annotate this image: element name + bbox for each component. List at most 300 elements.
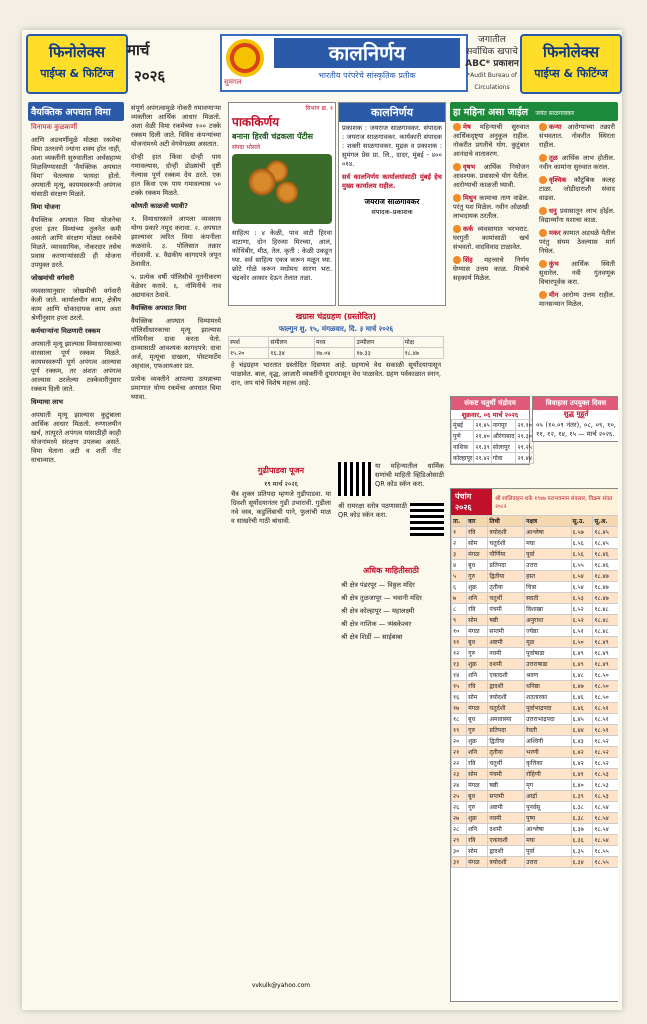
table-cell: २७ xyxy=(452,813,467,824)
table-cell: तृतीया xyxy=(488,747,525,758)
table-row xyxy=(452,670,619,681)
table-cell: पंचमी xyxy=(488,769,525,780)
table-cell: मघा xyxy=(525,835,571,846)
table-cell: उत्तराभाद्रपदा xyxy=(525,714,571,725)
table-cell: २० xyxy=(452,736,467,747)
qr-text-1: या महिन्यातील धार्मिक सणांची माहिती व्हिडिओसाठी QR कोड स्कॅन करा. xyxy=(375,462,444,488)
table-row xyxy=(452,604,619,615)
panchang-title-block xyxy=(451,489,492,515)
table-cell: १३ xyxy=(452,659,467,670)
col2-para-3: १. विमाधारकाने आपला व्यवसाय योग्य प्रकारे नमूद करावा. २. अपघात झाल्यावर त्वरित विमा कंपनीला कळवावे. ३. पोलिसात तक्रार नोंदवावी. ४. वैद्यकीय कागदपत्रे जपून ठेवावीत. xyxy=(131,215,221,268)
table-cell: आश्लेषा xyxy=(525,824,571,835)
table-row xyxy=(452,549,619,560)
zodiac-text: आरोग्य उत्तम राहील. मानसन्मान मिळेल. xyxy=(539,291,615,308)
table-cell: पौर्णिमा xyxy=(488,549,525,560)
table-cell: ६.४२ xyxy=(571,758,593,769)
zodiac-text: आरोग्याच्या तक्रारी संभवतात. नोकरीत स्थिरता राहील. xyxy=(539,123,615,149)
table-cell: पुणे xyxy=(452,431,474,442)
recipe-eclipse-column xyxy=(228,102,446,1002)
article-para-4: अपघाती मृत्यू झाल्यास विमाधारकाच्या वारसाला पूर्ण रक्कम मिळते. कायमस्वरूपी पूर्ण अपंगत्व आल्यास पूर्ण रक्कम, तर अंशतः अपंगत्व आल्यास ठरलेल्या टक्केवारीनुसार रक्कम दिली जाते. xyxy=(31,340,121,393)
table-cell: ६.४३ xyxy=(571,736,593,747)
table-row xyxy=(452,571,619,582)
right-badge-brand: फिनोलेक्स xyxy=(542,43,600,61)
table-cell: ६.४६ xyxy=(571,692,593,703)
zodiac-text: व्यवसायात भरभराट. घरगुती कामांसाठी खर्च संभवतो. वादविवाद टाळावेत. xyxy=(453,225,529,251)
table-cell: २५ xyxy=(452,791,467,802)
table-cell: १८.५० xyxy=(593,692,618,703)
table-cell: मंगळ xyxy=(467,626,488,637)
col2-heading-2: वैयक्तिक अपघात विमा xyxy=(131,304,187,312)
table-cell: त्रयोदशी xyxy=(488,527,525,538)
zodiac-sign-icon xyxy=(453,194,461,202)
table-cell: २१.४४ xyxy=(516,453,533,464)
article-column-1 xyxy=(28,102,124,1002)
table-row xyxy=(452,780,619,791)
col2-heading-1: कोणती काळजी घ्यावी? xyxy=(131,202,188,210)
table-header-cell: नक्षत्र xyxy=(525,516,571,527)
table-cell: प्रतिपदा xyxy=(488,560,525,571)
table-cell: स्वाती xyxy=(525,593,571,604)
right-badge-sub: पाईप्स & फिटिंग्ज xyxy=(534,67,608,80)
eclipse-head-4: उन्मीलन xyxy=(355,337,403,348)
horoscope-list xyxy=(450,121,618,389)
table-cell: पंचमी xyxy=(488,604,525,615)
table-cell: २२ xyxy=(452,758,467,769)
table-cell: १८.४९ xyxy=(593,659,618,670)
table-cell: आश्लेषा xyxy=(525,527,571,538)
left-brand-badge xyxy=(26,34,128,94)
table-cell: षष्ठी xyxy=(488,615,525,626)
table-cell: रवि xyxy=(467,835,488,846)
zodiac-text: महिन्याची सुरुवात आर्थिकदृष्ट्या अनुकूल राहील. नोकरीत प्रगतीचे योग. कुटुंबात आनंदाचे वातावरण. xyxy=(453,123,529,158)
table-cell: द्वितीया xyxy=(488,736,525,747)
table-cell: चतुर्थी xyxy=(488,593,525,604)
left-badge-brand: फिनोलेक्स xyxy=(48,43,106,61)
zodiac-name: कर्क xyxy=(463,225,474,233)
zodiac-sign-icon xyxy=(539,229,547,237)
table-cell: ६.४५ xyxy=(571,714,593,725)
table-cell: १८.५२ xyxy=(593,758,618,769)
author-email: vvkulk@yahoo.com xyxy=(251,982,311,989)
table-cell: बुध xyxy=(467,637,488,648)
table-row xyxy=(452,593,619,604)
horoscope-item xyxy=(450,161,532,192)
gudi-title: गुढीपाडवा पूजन xyxy=(257,466,305,475)
table-cell: सोम xyxy=(467,846,488,857)
table-cell: गुरु xyxy=(467,571,488,582)
pilgrim-item: श्री क्षेत्र शिर्डी — साईबाबा xyxy=(341,633,403,641)
circulation-note xyxy=(462,34,522,94)
zodiac-text: आर्थिक नियोजन आवश्यक. प्रवासाचे योग येतील. आरोग्याची काळजी घ्यावी. xyxy=(453,163,529,189)
panchang-note: श्री शालिवाहन शके १९४७ पराभवनाम संवत्सर, विक्रम संवत २०८२ xyxy=(495,496,613,510)
table-cell: १८.५० xyxy=(593,670,618,681)
recipe-section: विभाग क्र. १ xyxy=(305,105,333,112)
table-cell: १७ xyxy=(452,703,467,714)
table-row xyxy=(452,802,619,813)
table-header-cell: तिथी xyxy=(488,516,525,527)
horoscope-item xyxy=(536,258,618,289)
table-cell: १४ xyxy=(452,670,467,681)
editor-name: जयराज साळगावकर xyxy=(364,197,420,206)
article-para-5: अपघाती मृत्यू झाल्यास कुटुंबाला आर्थिक आधार मिळतो. रुग्णालयीन खर्च, तात्पुरते अपंगत्व यांसाठीही काही योजनांमध्ये संरक्षण उपलब्ध असते. विमा घेताना अटी व शर्ती नीट वाचाव्यात. xyxy=(31,411,121,464)
table-cell: अष्टमी xyxy=(488,802,525,813)
table-cell: धनिष्ठा xyxy=(525,681,571,692)
table-cell: मंगळ xyxy=(467,549,488,560)
table-cell: तृतीया xyxy=(488,582,525,593)
table-cell: ३ xyxy=(452,549,467,560)
table-row xyxy=(452,791,619,802)
publisher-box xyxy=(338,102,446,306)
table-cell: चतुर्थी xyxy=(488,758,525,769)
qr-code-icon[interactable] xyxy=(410,502,444,536)
article-heading-4: कर्मचाऱ्यांना मिळणारी रक्कम xyxy=(31,327,101,335)
table-row xyxy=(452,431,534,442)
pilgrim-title: अधिक माहितीसाठी xyxy=(362,566,420,575)
panchang-year: २०२६ xyxy=(455,503,472,512)
table-cell: १८.५५ xyxy=(593,846,618,857)
table-cell: सोम xyxy=(467,692,488,703)
table-cell: १८.५१ xyxy=(593,714,618,725)
table-cell: अश्विनी xyxy=(525,736,571,747)
panchang-table xyxy=(451,515,618,868)
table-cell: २१.१० xyxy=(516,420,533,431)
horoscope-author: जयंत साळगावकर xyxy=(535,110,575,117)
table-cell: १८.४६ xyxy=(593,549,618,560)
table-cell: रवि xyxy=(467,758,488,769)
table-cell: ६.४४ xyxy=(571,725,593,736)
table-cell: मंगळ xyxy=(467,703,488,714)
zodiac-name: कुंभ xyxy=(549,260,559,268)
horoscope-item xyxy=(536,227,618,258)
table-cell: पूर्वाषाढा xyxy=(525,648,571,659)
table-cell: १८.४८ xyxy=(593,604,618,615)
table-row xyxy=(452,692,619,703)
table-cell: २१ xyxy=(452,747,467,758)
table-cell: १६ xyxy=(452,692,467,703)
logo-tagline: भारतीय परंपरेचे सांस्कृतिक प्रतीक xyxy=(318,71,416,80)
qr-code-icon[interactable] xyxy=(338,462,372,496)
horoscope-title-text: हा महिना असा जाईल xyxy=(453,107,529,118)
page-header xyxy=(22,30,622,94)
calendar-page xyxy=(22,30,622,1010)
table-cell: ६.३६ xyxy=(571,835,593,846)
col2-para-6: प्रत्येक व्यक्तीने आपल्या उत्पन्नाच्या प्रमाणात योग्य रकमेचा अपघात विमा घ्यावा. xyxy=(131,375,221,401)
table-cell: ६.३८ xyxy=(571,813,593,824)
table-cell: कोल्हापूर xyxy=(452,453,474,464)
table-cell: शनि xyxy=(467,593,488,604)
table-cell: ६.४० xyxy=(571,780,593,791)
publisher-note: सर्व कालनिर्णय कार्यालयांसाठी मुंबई हेच मुख्य कार्यालय राहील. xyxy=(342,173,442,190)
table-cell: १८.४७ xyxy=(593,582,618,593)
article-heading-5: विम्याचा लाभ xyxy=(31,398,64,406)
zodiac-sign-icon xyxy=(539,176,547,184)
recipe-text: साहित्य : ४ केळी, पाव वाटी हिरवा वाटाणा, दोन हिरव्या मिरच्या, आलं, कोथिंबीर, मीठ, तेल. कृती : केळी उकडून घ्या. सर्व साहित्य एकत्र करून मळून घ्या. छोटे गोळे करून मधोमध सारण भरा. चंद्रकोर आकार देऊन तेलात तळा. xyxy=(232,229,332,282)
recipe-box xyxy=(228,102,336,306)
zodiac-sign-icon xyxy=(539,260,547,268)
table-cell: नाशिक xyxy=(452,442,474,453)
article-column-2 xyxy=(128,102,224,1002)
zodiac-sign-icon xyxy=(453,123,461,131)
table-cell: शुक्र xyxy=(467,736,488,747)
table-row xyxy=(452,615,619,626)
eclipse-head-2: संमीलन xyxy=(269,337,315,348)
table-row xyxy=(452,442,534,453)
sankashti-date: शुक्रवार, ०६ मार्च २०२६ xyxy=(461,411,519,419)
zodiac-text: कामाचा ताण वाढेल. परंतु यश मिळेल. नवीन ओळखी लाभदायक ठरतील. xyxy=(453,194,529,220)
pilgrim-item: श्री क्षेत्र कोल्हापूर — महालक्ष्मी xyxy=(341,607,415,615)
table-cell: १८.४८ xyxy=(593,626,618,637)
table-cell: २१.२५ xyxy=(516,442,533,453)
table-cell: चतुर्दशी xyxy=(488,538,525,549)
table-row xyxy=(452,736,619,747)
table-cell: १८.५४ xyxy=(593,802,618,813)
table-cell: ६.५० xyxy=(571,637,593,648)
table-row xyxy=(452,846,619,857)
table-cell: बुध xyxy=(467,714,488,725)
table-cell: सप्तमी xyxy=(488,791,525,802)
table-cell: ६.५३ xyxy=(571,593,593,604)
table-cell: आर्द्रा xyxy=(525,791,571,802)
table-cell: १८ xyxy=(452,714,467,725)
table-cell: २३ xyxy=(452,769,467,780)
table-cell: गोवा xyxy=(491,453,516,464)
col2-para-1: संपूर्ण अपंगत्वामुळे नोकरी गमावणाऱ्या व्यक्तीला आर्थिक आधार मिळतो. अशा वेळी विमा रकमेच्या १०० टक्के रक्कम दिली जाते. विविध कंपन्यांच्या योजनांमध्ये अटी वेगवेगळ्या असतात. xyxy=(131,104,221,148)
table-cell: ६.४१ xyxy=(571,769,593,780)
table-cell: हस्त xyxy=(525,571,571,582)
table-cell: १८.५५ xyxy=(593,857,618,868)
vivah-text: ०५ (१०.०९ नंतर), ०८, ०९, १०, ११, १२, १४, १५ — मार्च २०२६. xyxy=(536,421,616,438)
table-cell: २८ xyxy=(452,824,467,835)
zodiac-sign-icon xyxy=(539,291,547,299)
table-cell: प्रतिपदा xyxy=(488,725,525,736)
table-cell: विशाखा xyxy=(525,604,571,615)
table-cell: पूर्वाभाद्रपदा xyxy=(525,703,571,714)
right-brand-badge xyxy=(520,34,622,94)
horoscope-item xyxy=(536,289,618,311)
sankashti-box xyxy=(450,396,530,465)
table-cell: १० xyxy=(452,626,467,637)
publisher-text: प्रकाशक : जयराज साळगावकर. संपादक : जयराज साळगावकर. कार्यकारी संपादक : शक्ती साळगावकर. मुद्रक व प्रकाशक : सुमंगल प्रेस प्रा. लि., दादर, मुंबई - ४०० ०१४. xyxy=(342,124,442,168)
table-cell: द्वादशी xyxy=(488,681,525,692)
table-cell: पुनर्वसू xyxy=(525,802,571,813)
table-row xyxy=(452,835,619,846)
content-columns xyxy=(28,102,618,1002)
zodiac-text: आर्थिक स्थिती सुधारेल. नवी गुंतवणूक विचारपूर्वक करा. xyxy=(539,260,615,286)
table-cell: १ xyxy=(452,527,467,538)
table-cell: शनि xyxy=(467,670,488,681)
table-cell: उत्तराषाढा xyxy=(525,659,571,670)
zodiac-name: सिंह xyxy=(463,256,473,264)
table-header-cell: वार xyxy=(467,516,488,527)
vivah-title: विवाहास उपयुक्त दिवस xyxy=(533,397,618,410)
eclipse-text: हे चंद्रग्रहण भारतात ग्रस्तोदित दिसणार आहे. ग्रहणाचे वेध सकाळी सूर्योदयापासून पाळावेत. बाल, वृद्ध, आजारी व्यक्तींनी दुपारपासून वेध पाळावेत. ग्रहण पर्वकाळात स्नान, दान, जप यांचे विशेष महत्त्व आहे. xyxy=(231,361,441,387)
horoscope-item xyxy=(536,174,618,205)
table-cell: ६.५२ xyxy=(571,615,593,626)
table-cell: दशमी xyxy=(488,659,525,670)
zodiac-sign-icon xyxy=(539,154,547,162)
table-row xyxy=(452,538,619,549)
table-cell: ६.४२ xyxy=(571,747,593,758)
table-row xyxy=(452,824,619,835)
zodiac-sign-icon xyxy=(539,207,547,215)
table-cell: सोम xyxy=(467,538,488,549)
table-cell: ७ xyxy=(452,593,467,604)
qr-text-2: श्री रामरक्षा स्तोत्र पठणासाठी QR कोड स्कॅन करा. xyxy=(338,502,407,519)
gudi-box xyxy=(228,462,334,528)
zodiac-name: मकर xyxy=(549,229,561,237)
table-cell: नागपूर xyxy=(491,420,516,431)
table-cell: ११ xyxy=(452,637,467,648)
pilgrim-box xyxy=(338,562,444,644)
table-cell: १९ xyxy=(452,725,467,736)
table-row xyxy=(452,703,619,714)
table-cell: मूळ xyxy=(525,637,571,648)
zodiac-name: वृश्चिक xyxy=(549,176,567,184)
sankashti-table xyxy=(451,419,534,464)
table-cell: ६.५४ xyxy=(571,582,593,593)
horoscope-item xyxy=(536,205,618,227)
article-title: वैयक्तिक अपघात विमा xyxy=(28,102,124,121)
eclipse-time-3: १७.०४ xyxy=(314,348,354,359)
logo-sub: सुमंगल xyxy=(224,78,242,86)
table-cell: १८.५२ xyxy=(593,736,618,747)
table-cell: २१.४२ xyxy=(474,453,491,464)
table-cell: ६.४९ xyxy=(571,648,593,659)
table-cell: ४ xyxy=(452,560,467,571)
table-cell: पुष्य xyxy=(525,813,571,824)
pilgrim-item: श्री क्षेत्र नाशिक — त्र्यंबकेश्वर xyxy=(341,620,412,628)
table-cell: श्रवण xyxy=(525,670,571,681)
table-cell: २४ xyxy=(452,780,467,791)
table-header-row xyxy=(452,516,619,527)
table-cell: मंगळ xyxy=(467,780,488,791)
table-row xyxy=(452,659,619,670)
col2-para-5: वैयक्तिक अपघात विम्यामध्ये पॉलिसीधारकाचा मृत्यू झाल्यास नॉमिनीला दावा करता येतो. दाव्यासाठी आवश्यक कागदपत्रे: दावा अर्ज, मृत्यूचा दाखला, पोस्टमार्टेम अहवाल, एफआयआर प्रत. xyxy=(131,317,221,370)
table-cell: चतुर्दशी xyxy=(488,703,525,714)
table-cell: शनि xyxy=(467,824,488,835)
table-cell: १८.४७ xyxy=(593,593,618,604)
table-cell: २ xyxy=(452,538,467,549)
table-cell: पूर्वा xyxy=(525,846,571,857)
zodiac-sign-icon xyxy=(453,225,461,233)
table-cell: ८ xyxy=(452,604,467,615)
horoscope-item xyxy=(536,121,618,152)
table-cell: १८.५३ xyxy=(593,769,618,780)
table-cell: औरंगाबाद xyxy=(491,431,516,442)
horoscope-title xyxy=(450,102,618,121)
table-cell: २९ xyxy=(452,835,467,846)
table-cell: ज्येष्ठा xyxy=(525,626,571,637)
table-cell: १८.४५ xyxy=(593,538,618,549)
note-line-2: सर्वाधिक खपाचे xyxy=(466,47,518,57)
table-cell: गुरु xyxy=(467,648,488,659)
table-cell: ६.५४ xyxy=(571,571,593,582)
table-cell: १५ xyxy=(452,681,467,692)
table-row xyxy=(452,453,534,464)
eclipse-time-5: १८.४७ xyxy=(403,348,443,359)
table-row xyxy=(452,758,619,769)
table-cell: ९ xyxy=(452,615,467,626)
zodiac-name: मेष xyxy=(463,123,471,131)
kalnirnay-logo xyxy=(220,34,468,92)
table-cell: नवमी xyxy=(488,648,525,659)
table-row xyxy=(452,813,619,824)
table-cell: रोहिणी xyxy=(525,769,571,780)
table-cell: मृग xyxy=(525,780,571,791)
table-cell: ६.४९ xyxy=(571,659,593,670)
table-cell: ३० xyxy=(452,846,467,857)
table-row xyxy=(452,725,619,736)
col2-para-2: दोन्ही हात किंवा दोन्ही पाय गमावल्यास, दोन्ही डोळ्यांची दृष्टी गेल्यास पूर्ण रक्कम देय ठरते. एक हात किंवा एक पाय गमावल्यास ५० टक्के रक्कम मिळते. xyxy=(131,153,221,197)
table-cell: उत्तरा xyxy=(525,560,571,571)
vivah-sub: शुद्ध मुहूर्त xyxy=(563,410,589,418)
table-cell: चित्रा xyxy=(525,582,571,593)
table-cell: २१.४० xyxy=(474,431,491,442)
table-cell: अष्टमी xyxy=(488,637,525,648)
zodiac-name: मिथुन xyxy=(463,194,477,202)
table-cell: २६ xyxy=(452,802,467,813)
sankashti-title: संकष्ट चतुर्थी चंद्रोदय xyxy=(451,397,529,410)
table-cell: शनि xyxy=(467,747,488,758)
table-cell: मंगळ xyxy=(467,857,488,868)
eclipse-table xyxy=(228,336,444,359)
zodiac-sign-icon xyxy=(453,163,461,171)
horoscope-item xyxy=(450,121,532,161)
table-row xyxy=(452,560,619,571)
recipe-author: संपदा भोसले xyxy=(232,144,261,151)
logo-name: कालनिर्णय xyxy=(274,38,460,68)
table-row xyxy=(452,420,534,431)
article-para-2: वैयक्तिक अपघात विमा योजनेचा हप्ता इतर विम्यांच्या तुलनेत कमी असतो आणि संरक्षण मोठ्या रकमेचे मिळते. व्यावसायिक, नोकरदार तसेच प्रवास करणाऱ्यांसाठी ही योजना उपयुक्त ठरते. xyxy=(31,216,121,269)
table-cell: बुध xyxy=(467,791,488,802)
gudi-date: १९ मार्च २०२६ xyxy=(263,480,299,488)
table-cell: शुक्र xyxy=(467,659,488,670)
table-cell: १८.५३ xyxy=(593,780,618,791)
table-cell: १८.४९ xyxy=(593,637,618,648)
eclipse-head-1: स्पर्श xyxy=(229,337,269,348)
table-cell: गुरु xyxy=(467,802,488,813)
table-cell: ६.४८ xyxy=(571,670,593,681)
zodiac-sign-icon xyxy=(539,123,547,131)
table-cell: त्रयोदशी xyxy=(488,692,525,703)
table-cell: ३१ xyxy=(452,857,467,868)
table-row xyxy=(452,714,619,725)
note-line-1: जगातील xyxy=(478,35,506,45)
table-row xyxy=(452,747,619,758)
table-cell: सोम xyxy=(467,769,488,780)
table-cell: सप्तमी xyxy=(488,626,525,637)
vivah-box xyxy=(532,396,618,442)
table-cell: १८.४७ xyxy=(593,571,618,582)
table-cell: एकादशी xyxy=(488,835,525,846)
zodiac-sign-icon xyxy=(453,256,461,264)
pilgrim-item: श्री क्षेत्र तुळजापूर — भवानी मंदिर xyxy=(341,594,422,602)
table-cell: कृत्तिका xyxy=(525,758,571,769)
table-cell: १८.४५ xyxy=(593,527,618,538)
table-cell: ६.५७ xyxy=(571,527,593,538)
eclipse-time-2: १६.३४ xyxy=(269,348,315,359)
table-cell: त्रयोदशी xyxy=(488,857,525,868)
table-cell: मघा xyxy=(525,538,571,549)
table-cell: एकादशी xyxy=(488,670,525,681)
table-cell: गुरु xyxy=(467,725,488,736)
table-row xyxy=(452,527,619,538)
table-cell: १८.४९ xyxy=(593,648,618,659)
table-row xyxy=(452,769,619,780)
table-cell: ६.५५ xyxy=(571,560,593,571)
table-cell: अनुराधा xyxy=(525,615,571,626)
table-cell: १८.५० xyxy=(593,681,618,692)
